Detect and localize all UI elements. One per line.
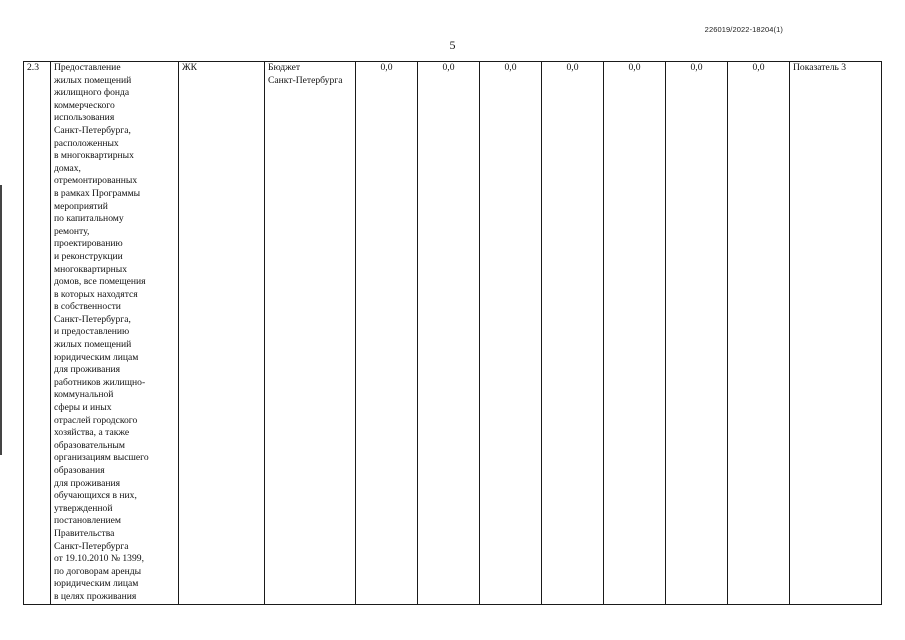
description-line: обучающихся в них, — [54, 490, 137, 502]
description-line: Предоставление — [54, 62, 121, 73]
executor-cell — [179, 62, 265, 605]
description-line: Санкт-Петербурга, — [54, 313, 131, 325]
value: 0,0 — [380, 62, 393, 73]
description-line: юридическим лицам — [54, 578, 139, 590]
description-line: образования — [54, 465, 105, 476]
description-line: хозяйства, а также — [54, 427, 130, 439]
description-line: использования — [54, 112, 115, 124]
description-line: жилых помещений — [54, 74, 132, 86]
funding-source-line-2: Санкт-Петербурга — [268, 74, 343, 86]
description-line: отремонтированных — [54, 175, 138, 187]
description-line: в целях проживания — [54, 590, 137, 602]
description-line: жилых помещений — [54, 339, 132, 351]
description-line: в рамках Программы — [54, 187, 141, 199]
description-line: коммерческого — [54, 99, 115, 111]
scan-edge-mark — [0, 185, 2, 455]
description-line: проектированию — [54, 238, 123, 250]
indicator: Показатель 3 — [793, 62, 847, 73]
description-line: жилищного фонда — [54, 87, 130, 99]
page-number: 5 — [449, 38, 456, 52]
value: 0,0 — [566, 62, 579, 73]
value-cell — [356, 62, 418, 605]
description-line: Санкт-Петербурга, — [54, 124, 131, 136]
value-cell — [542, 62, 604, 605]
description-text — [54, 62, 175, 604]
executor: ЖК — [182, 62, 197, 73]
description-line: организациям высшего — [54, 452, 149, 464]
description-line: Санкт-Петербурга — [54, 540, 129, 552]
row-index: 2.3 — [27, 62, 39, 73]
value-cell — [480, 62, 542, 605]
description-line: образовательным — [54, 439, 125, 451]
description-line: ремонту, — [54, 225, 90, 237]
indicator-cell — [790, 62, 882, 605]
description-line: от 19.10.2010 № 1399, — [54, 553, 144, 565]
description-line: сферы и иных — [54, 402, 112, 414]
value-cell — [666, 62, 728, 605]
description-line: домах, — [54, 162, 81, 174]
description-line: по договорам аренды — [54, 565, 142, 577]
description-line: мероприятий — [54, 200, 108, 212]
description-line: в которых находятся — [54, 288, 138, 300]
row-index-cell — [24, 62, 51, 605]
description-line: работников жилищно- — [54, 376, 146, 388]
table-row — [24, 62, 882, 605]
value: 0,0 — [628, 62, 641, 73]
value: 0,0 — [504, 62, 517, 73]
description-line: постановлением — [54, 515, 121, 527]
description-line: утвержденной — [54, 502, 113, 514]
description-line: в собственности — [54, 301, 121, 313]
value: 0,0 — [442, 62, 455, 73]
description-line: по капитальному — [54, 213, 124, 225]
program-table — [23, 61, 882, 605]
value-cell — [418, 62, 480, 605]
description-line: Правительства — [54, 527, 115, 539]
description-line: юридическим лицам — [54, 351, 139, 363]
description-line: расположенных — [54, 137, 119, 149]
description-line: для проживания — [54, 477, 121, 489]
description-line: и реконструкции — [54, 250, 123, 262]
description-line: и предоставлению — [54, 326, 130, 338]
description-line: отраслей городского — [54, 414, 138, 426]
description-line: многоквартирных — [54, 263, 127, 275]
value: 0,0 — [752, 62, 765, 73]
description-cell — [51, 62, 179, 605]
description-line: коммунальной — [54, 389, 114, 401]
value-cell — [604, 62, 666, 605]
document-id: 226019/2022-18204(1) — [704, 25, 783, 34]
funding-source-cell — [265, 62, 356, 605]
description-line: домов, все помещения — [54, 276, 146, 288]
description-line: в многоквартирных — [54, 150, 134, 162]
value-cell — [728, 62, 790, 605]
description-line: для проживания — [54, 364, 121, 376]
value: 0,0 — [690, 62, 703, 73]
funding-source-line-1: Бюджет — [268, 62, 301, 73]
